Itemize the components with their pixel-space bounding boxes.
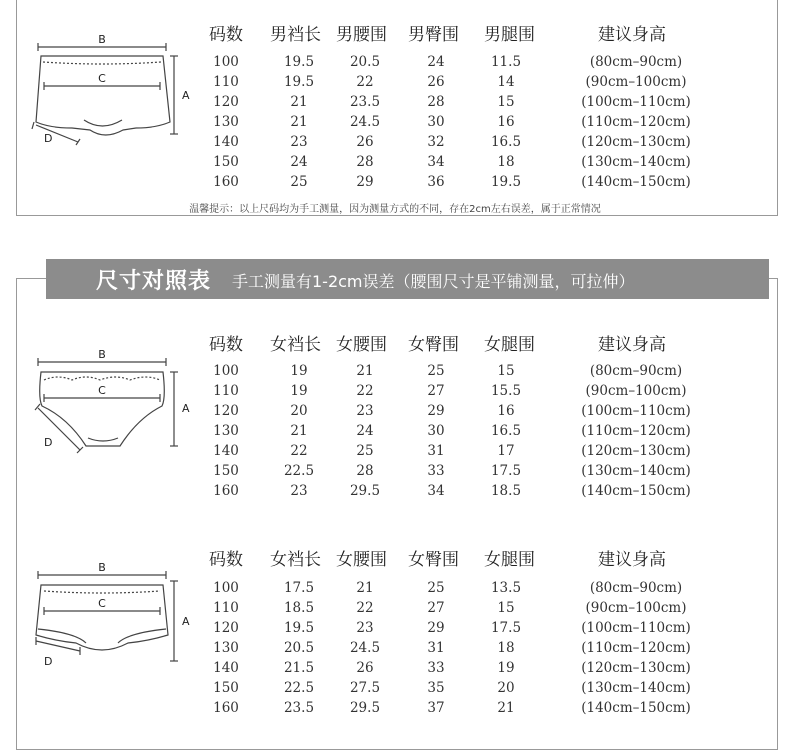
table-row: [0, 660, 790, 680]
cell-leg: 18.5: [490, 483, 522, 499]
header-size: 码数: [209, 335, 243, 355]
cell-leg: 13.5: [490, 580, 522, 596]
cell-hip: 29: [427, 620, 445, 636]
cell-hip: 35: [427, 680, 445, 696]
cell-waist: 25: [356, 443, 374, 459]
table-row: [0, 363, 790, 383]
table-row: [0, 463, 790, 483]
diagram-label-c: C: [98, 597, 106, 610]
cell-height: (140cm–150cm): [581, 483, 691, 499]
cell-size: 160: [213, 700, 239, 716]
cell-leg: 16.5: [490, 134, 522, 150]
table-row: [0, 134, 790, 154]
cell-leg: 21: [497, 700, 515, 716]
cell-height: (110cm–120cm): [581, 423, 691, 439]
cell-waist: 24.5: [349, 114, 381, 130]
cell-rise: 19.5: [283, 74, 315, 90]
table-row: [0, 443, 790, 463]
header-hip: 男臀围: [408, 25, 459, 45]
diagram-label-c: C: [98, 72, 106, 85]
cell-hip: 36: [427, 174, 445, 190]
table-row: [0, 600, 790, 620]
table-row: [0, 403, 790, 423]
cell-height: (110cm–120cm): [581, 114, 691, 130]
cell-hip: 33: [427, 463, 445, 479]
cell-size: 160: [213, 483, 239, 499]
cell-size: 120: [213, 403, 239, 419]
cell-rise: 17.5: [283, 580, 315, 596]
cell-size: 110: [213, 74, 239, 90]
table-row: [0, 680, 790, 700]
header-size: 码数: [209, 550, 243, 570]
cell-waist: 22: [356, 600, 374, 616]
cell-rise: 20: [290, 403, 308, 419]
cell-waist: 29: [356, 174, 374, 190]
cell-height: (80cm–90cm): [589, 580, 683, 596]
cell-height: (120cm–130cm): [581, 660, 691, 676]
cell-leg: 16: [497, 403, 515, 419]
cell-hip: 37: [427, 700, 445, 716]
cell-hip: 33: [427, 660, 445, 676]
cell-height: (100cm–110cm): [581, 94, 691, 110]
size-chart-banner: [46, 259, 769, 299]
cell-size: 140: [213, 443, 239, 459]
cell-height: (120cm–130cm): [581, 134, 691, 150]
cell-waist: 29.5: [349, 700, 381, 716]
diagram-label-b: B: [98, 348, 106, 361]
cell-height: (120cm–130cm): [581, 443, 691, 459]
diagram-label-d: D: [44, 436, 53, 449]
cell-rise: 21: [290, 94, 308, 110]
banner-subtitle: 手工测量有1-2cm误差（腰围尺寸是平铺测量，可拉伸）: [232, 272, 635, 291]
header-waist: 女腰围: [336, 335, 387, 355]
cell-height: (80cm–90cm): [589, 54, 683, 70]
cell-height: (130cm–140cm): [581, 680, 691, 696]
cell-rise: 19.5: [283, 620, 315, 636]
cell-rise: 18.5: [283, 600, 315, 616]
header-leg: 女腿围: [484, 335, 535, 355]
table-row: [0, 640, 790, 660]
diagram-label-a: A: [182, 89, 190, 102]
header-hip: 女臀围: [408, 335, 459, 355]
cell-size: 120: [213, 94, 239, 110]
cell-hip: 29: [427, 403, 445, 419]
cell-waist: 26: [356, 660, 374, 676]
cell-waist: 29.5: [349, 483, 381, 499]
cell-size: 110: [213, 600, 239, 616]
header-rise: 男裆长: [270, 25, 321, 45]
table-row: [0, 94, 790, 114]
cell-size: 100: [213, 363, 239, 379]
header-height: 建议身高: [598, 335, 666, 355]
cell-hip: 24: [427, 54, 445, 70]
cell-hip: 31: [427, 443, 445, 459]
cell-height: (130cm–140cm): [581, 154, 691, 170]
cell-waist: 26: [356, 134, 374, 150]
cell-hip: 34: [427, 154, 445, 170]
cell-leg: 15: [497, 94, 515, 110]
cell-hip: 34: [427, 483, 445, 499]
table-row: [0, 114, 790, 134]
cell-rise: 21: [290, 114, 308, 130]
cell-leg: 15: [497, 600, 515, 616]
cell-rise: 22.5: [283, 463, 315, 479]
cell-rise: 23: [290, 134, 308, 150]
table-row: [0, 423, 790, 443]
cell-height: (100cm–110cm): [581, 403, 691, 419]
cell-leg: 17: [497, 443, 515, 459]
cell-size: 100: [213, 54, 239, 70]
diagram-label-b: B: [98, 34, 106, 46]
cell-leg: 20: [497, 680, 515, 696]
cell-rise: 23.5: [283, 700, 315, 716]
banner-title: 尺寸对照表: [96, 268, 212, 294]
header-size: 码数: [209, 25, 243, 45]
table-row: [0, 483, 790, 503]
cell-rise: 21: [290, 423, 308, 439]
cell-hip: 31: [427, 640, 445, 656]
cell-leg: 19.5: [490, 174, 522, 190]
cell-waist: 22: [356, 74, 374, 90]
cell-waist: 22: [356, 383, 374, 399]
cell-rise: 23: [290, 483, 308, 499]
cell-leg: 11.5: [490, 54, 522, 70]
cell-rise: 22.5: [283, 680, 315, 696]
cell-waist: 28: [356, 463, 374, 479]
table-row: [0, 74, 790, 94]
header-rise: 女裆长: [270, 335, 321, 355]
cell-size: 130: [213, 114, 239, 130]
cell-rise: 24: [290, 154, 308, 170]
header-height: 建议身高: [598, 25, 666, 45]
cell-waist: 23: [356, 403, 374, 419]
table-row: [0, 174, 790, 194]
cell-size: 120: [213, 620, 239, 636]
cell-height: (100cm–110cm): [581, 620, 691, 636]
header-hip: 女臀围: [408, 550, 459, 570]
cell-leg: 15: [497, 363, 515, 379]
cell-leg: 15.5: [490, 383, 522, 399]
cell-size: 150: [213, 680, 239, 696]
cell-waist: 24: [356, 423, 374, 439]
table-row: [0, 383, 790, 403]
cell-leg: 18: [497, 154, 515, 170]
cell-leg: 18: [497, 640, 515, 656]
cell-waist: 23.5: [349, 94, 381, 110]
cell-waist: 23: [356, 620, 374, 636]
cell-hip: 28: [427, 94, 445, 110]
cell-hip: 30: [427, 114, 445, 130]
header-leg: 男腿围: [484, 25, 535, 45]
cell-waist: 20.5: [349, 54, 381, 70]
diagram-label-a: A: [182, 402, 190, 415]
cell-height: (140cm–150cm): [581, 700, 691, 716]
cell-height: (90cm–100cm): [585, 383, 687, 399]
cell-rise: 19: [290, 383, 308, 399]
cell-rise: 20.5: [283, 640, 315, 656]
cell-hip: 27: [427, 600, 445, 616]
header-height: 建议身高: [598, 550, 666, 570]
cell-leg: 16.5: [490, 423, 522, 439]
cell-rise: 19: [290, 363, 308, 379]
cell-height: (140cm–150cm): [581, 174, 691, 190]
table-row: [0, 700, 790, 720]
cell-waist: 24.5: [349, 640, 381, 656]
diagram-label-d: D: [44, 132, 53, 145]
cell-size: 130: [213, 640, 239, 656]
cell-leg: 14: [497, 74, 515, 90]
cell-leg: 16: [497, 114, 515, 130]
cell-size: 140: [213, 660, 239, 676]
cell-size: 140: [213, 134, 239, 150]
cell-rise: 19.5: [283, 54, 315, 70]
cell-waist: 21: [356, 580, 374, 596]
cell-rise: 21.5: [283, 660, 315, 676]
measurement-tip: 温馨提示：以上尺码均为手工测量，因为测量方式的不同，存在2cm左右误差，属于正常情况: [189, 204, 601, 215]
cell-height: (130cm–140cm): [581, 463, 691, 479]
cell-size: 100: [213, 580, 239, 596]
cell-leg: 17.5: [490, 463, 522, 479]
cell-size: 150: [213, 463, 239, 479]
table-row: [0, 54, 790, 74]
diagram-label-a: A: [182, 615, 190, 628]
cell-size: 110: [213, 383, 239, 399]
table-row: [0, 580, 790, 600]
diagram-label-d: D: [44, 655, 53, 668]
cell-hip: 26: [427, 74, 445, 90]
cell-height: (80cm–90cm): [589, 363, 683, 379]
cell-waist: 27.5: [349, 680, 381, 696]
cell-height: (110cm–120cm): [581, 640, 691, 656]
table-row: [0, 620, 790, 640]
diagram-label-b: B: [98, 561, 106, 574]
header-waist: 女腰围: [336, 550, 387, 570]
cell-leg: 17.5: [490, 620, 522, 636]
header-leg: 女腿围: [484, 550, 535, 570]
cell-hip: 32: [427, 134, 445, 150]
table-row: [0, 154, 790, 174]
header-rise: 女裆长: [270, 550, 321, 570]
cell-rise: 25: [290, 174, 308, 190]
cell-hip: 25: [427, 363, 445, 379]
cell-size: 130: [213, 423, 239, 439]
diagram-label-c: C: [98, 384, 106, 397]
cell-size: 160: [213, 174, 239, 190]
cell-waist: 21: [356, 363, 374, 379]
cell-hip: 30: [427, 423, 445, 439]
cell-waist: 28: [356, 154, 374, 170]
cell-height: (90cm–100cm): [585, 600, 687, 616]
cell-size: 150: [213, 154, 239, 170]
header-waist: 男腰围: [336, 25, 387, 45]
cell-hip: 25: [427, 580, 445, 596]
cell-rise: 22: [290, 443, 308, 459]
cell-height: (90cm–100cm): [585, 74, 687, 90]
cell-leg: 19: [497, 660, 515, 676]
cell-hip: 27: [427, 383, 445, 399]
